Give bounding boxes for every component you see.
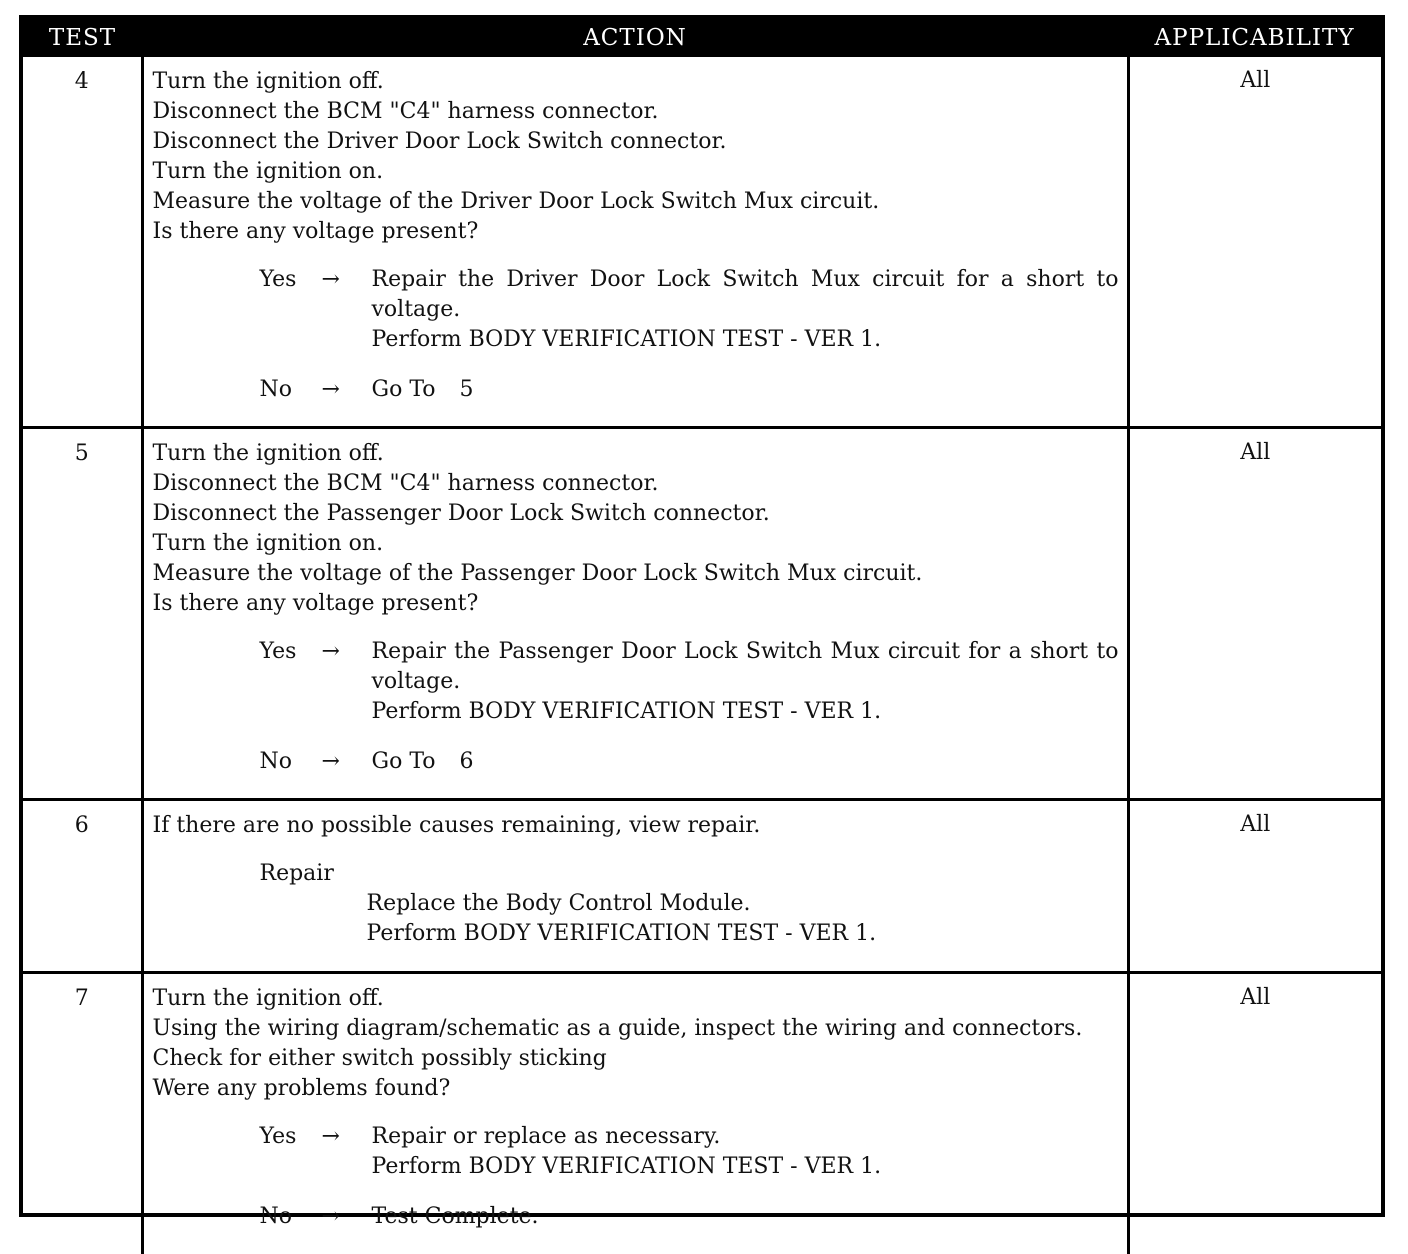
action-step: Turn the ignition on. (153, 157, 1119, 187)
arrow-icon: → (322, 1122, 372, 1182)
action-step: Disconnect the BCM "C4" harness connector. (153, 469, 1119, 499)
no-label: No (260, 375, 322, 405)
action-question: Is there any voltage present? (153, 589, 1119, 619)
test-number: 4 (23, 57, 142, 428)
goto-link[interactable]: 5 (460, 377, 474, 402)
no-answer (260, 747, 1119, 777)
test-number: 5 (23, 428, 142, 800)
action-step: Turn the ignition off. (153, 439, 1119, 469)
test-number: 7 (23, 973, 142, 1254)
action-cell (142, 800, 1128, 973)
header-action: ACTION (142, 19, 1128, 57)
yes-label: Yes (260, 265, 322, 355)
test-number: 6 (23, 800, 142, 973)
verification-instruction: Perform BODY VERIFICATION TEST - VER 1. (367, 919, 1119, 949)
action-step: Turn the ignition off. (153, 984, 1119, 1014)
arrow-icon: → (322, 375, 372, 405)
action-step: Turn the ignition on. (153, 529, 1119, 559)
action-step: Using the wiring diagram/schematic as a guide, inspect the wiring and connectors. (153, 1014, 1119, 1044)
action-question: Were any problems found? (153, 1074, 1119, 1104)
applicability-value: All (1128, 973, 1381, 1254)
arrow-icon: → (322, 1202, 372, 1232)
no-answer (260, 375, 1119, 405)
action-step: Measure the voltage of the Passenger Door Lock Switch Mux circuit. (153, 559, 1119, 589)
no-label: No (260, 747, 322, 777)
table-row (23, 973, 1381, 1254)
table-row (23, 800, 1381, 973)
arrow-icon: → (322, 747, 372, 777)
goto-text: Go To (372, 377, 436, 402)
action-step: Disconnect the BCM "C4" harness connector. (153, 97, 1119, 127)
arrow-icon: → (322, 265, 372, 355)
table-row (23, 57, 1381, 428)
applicability-value: All (1128, 57, 1381, 428)
yes-instruction: Repair or replace as necessary. (372, 1122, 1119, 1152)
no-instruction: Test Complete. (372, 1204, 539, 1229)
table-header (23, 19, 1381, 57)
action-step: Disconnect the Passenger Door Lock Switch connector. (153, 499, 1119, 529)
no-label: No (260, 1202, 322, 1232)
diagnostic-table (19, 15, 1385, 1217)
yes-answer (260, 637, 1119, 727)
action-step: Disconnect the Driver Door Lock Switch connector. (153, 127, 1119, 157)
arrow-icon: → (322, 637, 372, 727)
header-applicability: APPLICABILITY (1128, 19, 1381, 57)
repair-label: Repair (260, 859, 1119, 889)
action-step: If there are no possible causes remaining, view repair. (153, 811, 1119, 841)
no-answer (260, 1202, 1119, 1232)
goto-link[interactable]: 6 (460, 749, 474, 774)
action-step: Check for either switch possibly sticking (153, 1044, 1119, 1074)
verification-instruction: Perform BODY VERIFICATION TEST - VER 1. (372, 697, 1119, 727)
repair-instruction: Replace the Body Control Module. (367, 889, 1119, 919)
applicability-value: All (1128, 428, 1381, 800)
test-action-table (23, 19, 1381, 1254)
action-question: Is there any voltage present? (153, 217, 1119, 247)
yes-answer (260, 265, 1119, 355)
goto-text: Go To (372, 749, 436, 774)
yes-answer (260, 1122, 1119, 1182)
header-test: TEST (23, 19, 142, 57)
yes-label: Yes (260, 637, 322, 727)
repair-block (260, 859, 1119, 949)
yes-label: Yes (260, 1122, 322, 1182)
action-step: Measure the voltage of the Driver Door Lock Switch Mux circuit. (153, 187, 1119, 217)
verification-instruction: Perform BODY VERIFICATION TEST - VER 1. (372, 1152, 1119, 1182)
table-row (23, 428, 1381, 800)
action-cell (142, 428, 1128, 800)
action-step: Turn the ignition off. (153, 67, 1119, 97)
verification-instruction: Perform BODY VERIFICATION TEST - VER 1. (372, 325, 1119, 355)
action-cell (142, 57, 1128, 428)
yes-instruction: Repair the Driver Door Lock Switch Mux circuit for a short to voltage. (372, 265, 1119, 325)
applicability-value: All (1128, 800, 1381, 973)
action-cell (142, 973, 1128, 1254)
yes-instruction: Repair the Passenger Door Lock Switch Mux circuit for a short to voltage. (372, 637, 1119, 697)
